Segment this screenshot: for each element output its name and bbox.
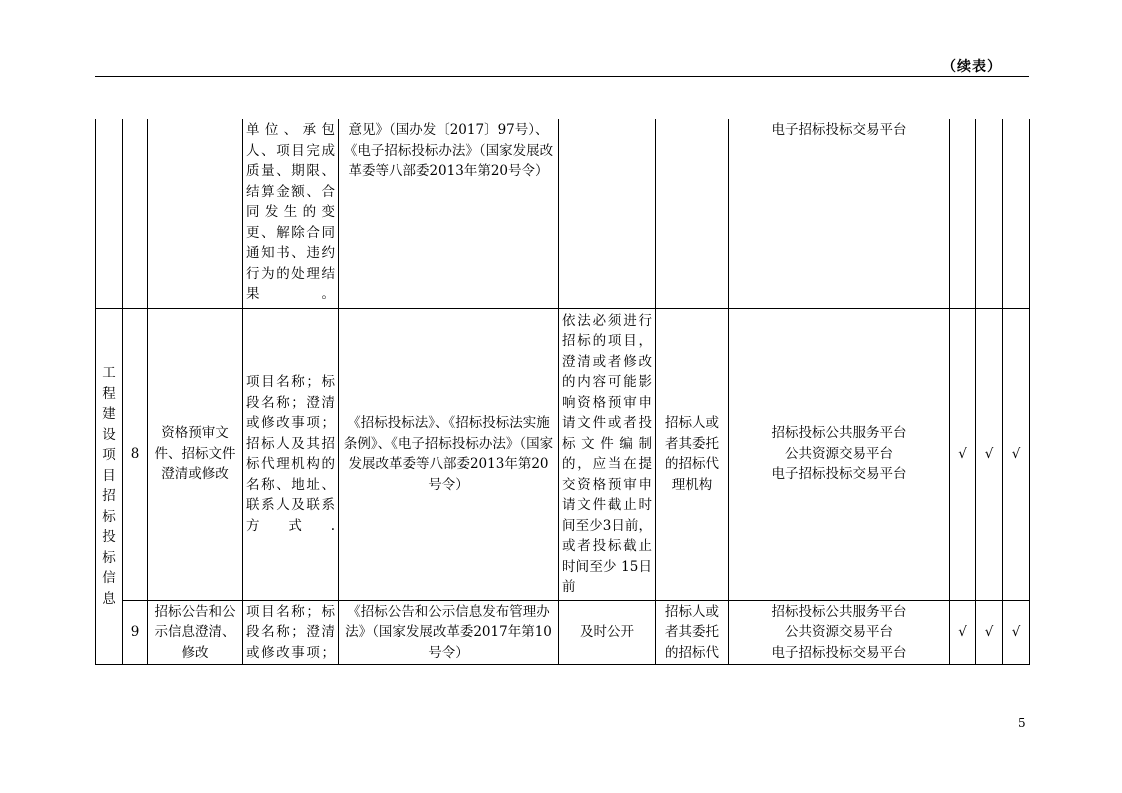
disclosure-timing: 及时公开 bbox=[559, 600, 656, 665]
disclosure-content: 项目名称；标段名称；澄清或修改事项； bbox=[243, 600, 339, 665]
disclosure-channel: 电子招标投标交易平台 bbox=[729, 119, 950, 308]
item-name bbox=[148, 119, 243, 308]
table-row bbox=[96, 600, 1030, 665]
check-mark bbox=[950, 119, 976, 308]
disclosure-subject: 招标人或者其委托的招标代 bbox=[656, 600, 729, 665]
page-number: 5 bbox=[1018, 716, 1026, 730]
continued-label: （续表） bbox=[942, 59, 1002, 75]
legal-basis: 意见》（国办发〔2017〕97号）、《电子招标投标办法》（国家发展改革委等八部委2013年第20号令） bbox=[339, 119, 559, 308]
disclosure-content: 项目名称；标段名称；澄清或修改事项；招标人及其招标代理机构的名称、地址、联系人及联系方式. bbox=[243, 308, 339, 600]
category-label: 工 程 建 设 项 目 招 标 投 标 信 息 bbox=[102, 365, 116, 607]
item-name: 招标公告和公示信息澄清、修改 bbox=[148, 600, 243, 665]
disclosure-content: 单位、承包人、项目完成质量、期限、结算金额、合同发生的变更、解除合同通知书、违约行为的处理结果。 bbox=[243, 119, 339, 308]
check-mark: √ bbox=[976, 308, 1003, 600]
item-name: 资格预审文件、招标文件澄清或修改 bbox=[148, 308, 243, 600]
disclosure-table bbox=[95, 119, 1030, 665]
table-row bbox=[96, 308, 1030, 600]
disclosure-channel: 招标投标公共服务平台 公共资源交易平台 电子招标投标交易平台 bbox=[729, 600, 950, 665]
check-mark: √ bbox=[950, 600, 976, 665]
disclosure-subject: 招标人或者其委托的招标代理机构 bbox=[656, 308, 729, 600]
legal-basis: 《招标投标法》、《招标投标法实施条例》、《电子招标投标办法》（国家发展改革委等八部委2013年第20号令） bbox=[339, 308, 559, 600]
check-mark: √ bbox=[950, 308, 976, 600]
header-rule bbox=[95, 76, 1029, 77]
category-cell bbox=[96, 308, 123, 665]
disclosure-timing: 依法必须进行招标的项目，澄清或者修改的内容可能影响资格预审申请文件或者投标文件编制的，应当在提交资格预审申请文件截止时间至少3日前，或者投标截止时间至少 15日前 bbox=[559, 308, 656, 600]
table-row bbox=[96, 119, 1030, 308]
check-mark: √ bbox=[1003, 600, 1030, 665]
disclosure-timing bbox=[559, 119, 656, 308]
check-mark bbox=[1003, 119, 1030, 308]
row-number: 9 bbox=[123, 600, 148, 665]
check-mark: √ bbox=[1003, 308, 1030, 600]
disclosure-subject bbox=[656, 119, 729, 308]
legal-basis: 《招标公告和公示信息发布管理办法》（国家发展改革委2017年第10号令） bbox=[339, 600, 559, 665]
row-number: 8 bbox=[123, 308, 148, 600]
category-cell-top bbox=[96, 119, 123, 308]
row-number bbox=[123, 119, 148, 308]
check-mark: √ bbox=[976, 600, 1003, 665]
check-mark bbox=[976, 119, 1003, 308]
disclosure-channel: 招标投标公共服务平台 公共资源交易平台 电子招标投标交易平台 bbox=[729, 308, 950, 600]
